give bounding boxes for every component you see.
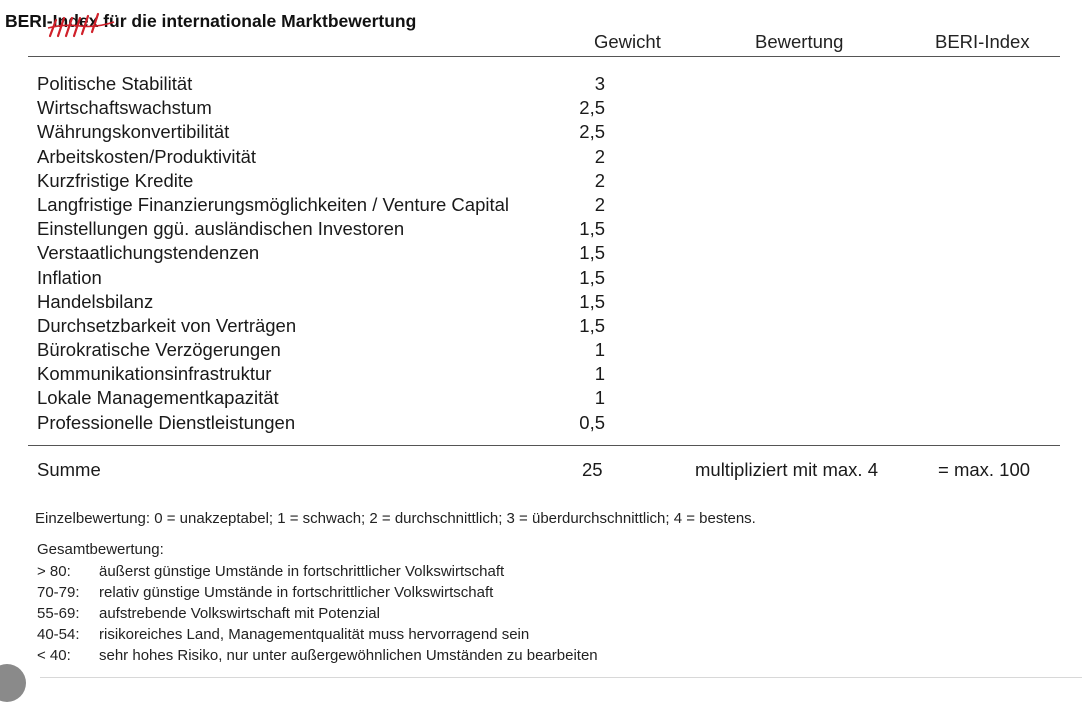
criterion-label: Politische Stabilität [37, 73, 193, 94]
gesamtbewertung-title: Gesamtbewertung: [37, 541, 164, 558]
score-range: > 80: [37, 563, 71, 580]
criterion-weight: 1 [594, 363, 605, 385]
bottom-edge-line [40, 677, 1082, 678]
criterion-weight: 1,5 [579, 314, 605, 336]
list-item [37, 645, 737, 666]
criterion-label: Arbeitskosten/Produktivität [37, 145, 257, 167]
score-description: äußerst günstige Umstände in fortschrittlicher Volkswirtschaft [99, 563, 505, 580]
gesamtbewertung-list [37, 561, 737, 666]
criteria-table [37, 72, 617, 435]
table-row [37, 411, 617, 435]
criterion-label: Durchsetzbarkeit von Verträgen [37, 314, 297, 336]
criterion-weight: 1,5 [579, 242, 605, 264]
table-row [37, 145, 617, 169]
criterion-label: Lokale Managementkapazität [37, 387, 279, 409]
list-item [37, 561, 737, 582]
document-title: BERI-Index für die internationale Marktbewertung [5, 11, 417, 31]
summary-divider [28, 445, 1060, 446]
criterion-weight: 1 [594, 387, 605, 409]
sum-max: = max. 100 [938, 459, 1031, 480]
page-corner-indicator[interactable] [0, 664, 26, 702]
criterion-weight: 0,5 [579, 411, 605, 433]
list-item [37, 603, 737, 624]
criterion-weight: 2,5 [579, 97, 605, 119]
criterion-weight: 1 [594, 339, 605, 361]
table-row [37, 72, 617, 96]
score-description: relativ günstige Umstände in fortschrittlicher Volkswirtschaft [99, 584, 494, 601]
einzelbewertung-legend: Einzelbewertung: 0 = unakzeptabel; 1 = schwach; 2 = durchschnittlich; 3 = überdurchschnittlich; 4 = bestens. [35, 510, 756, 527]
table-row [37, 120, 617, 144]
criterion-label: Professionelle Dienstleistungen [37, 411, 296, 433]
column-header-beri-index: BERI-Index [935, 31, 1030, 52]
criterion-label: Kurzfristige Kredite [37, 169, 194, 191]
table-row [37, 386, 617, 410]
table-row [37, 338, 617, 362]
criterion-weight: 2,5 [579, 121, 605, 143]
score-range: < 40: [37, 647, 71, 664]
score-range: 55-69: [37, 605, 80, 622]
table-row [37, 217, 617, 241]
criterion-label: Inflation [37, 266, 102, 288]
header-divider [28, 56, 1060, 57]
criterion-label: Handelsbilanz [37, 290, 154, 312]
criterion-weight: 2 [594, 169, 605, 191]
sum-value: 25 [582, 459, 603, 480]
score-description: aufstrebende Volkswirtschaft mit Potenzial [99, 605, 380, 622]
red-scribble-annotation [44, 10, 116, 40]
score-range: 40-54: [37, 626, 80, 643]
table-row [37, 241, 617, 265]
table-row [37, 96, 617, 120]
sum-multiplier: multipliziert mit max. 4 [695, 459, 878, 480]
table-row [37, 362, 617, 386]
score-range: 70-79: [37, 584, 80, 601]
table-row [37, 266, 617, 290]
criterion-label: Währungskonvertibilität [37, 121, 230, 143]
criterion-weight: 1,5 [579, 218, 605, 240]
list-item [37, 582, 737, 603]
criterion-weight: 3 [594, 73, 605, 94]
criterion-label: Langfristige Finanzierungsmöglichkeiten / Venture Capital [37, 193, 510, 215]
sum-label: Summe [37, 459, 101, 480]
criterion-label: Verstaatlichungstendenzen [37, 242, 260, 264]
criterion-label: Kommunikationsinfrastruktur [37, 363, 272, 385]
score-description: sehr hohes Risiko, nur unter außergewöhnlichen Umständen zu bearbeiten [99, 647, 598, 664]
criterion-label: Bürokratische Verzögerungen [37, 339, 281, 361]
score-description: risikoreiches Land, Managementqualität muss hervorragend sein [99, 626, 530, 643]
criterion-label: Wirtschaftswachstum [37, 97, 212, 119]
criterion-label: Einstellungen ggü. ausländischen Investoren [37, 218, 405, 240]
table-row [37, 193, 617, 217]
column-header-bewertung: Bewertung [755, 31, 844, 52]
table-row [37, 314, 617, 338]
column-header-gewicht: Gewicht [594, 31, 661, 52]
criterion-weight: 2 [594, 145, 605, 167]
criterion-weight: 1,5 [579, 266, 605, 288]
table-row [37, 169, 617, 193]
list-item [37, 624, 737, 645]
table-row [37, 290, 617, 314]
criterion-weight: 1,5 [579, 290, 605, 312]
criterion-weight: 2 [594, 193, 605, 215]
